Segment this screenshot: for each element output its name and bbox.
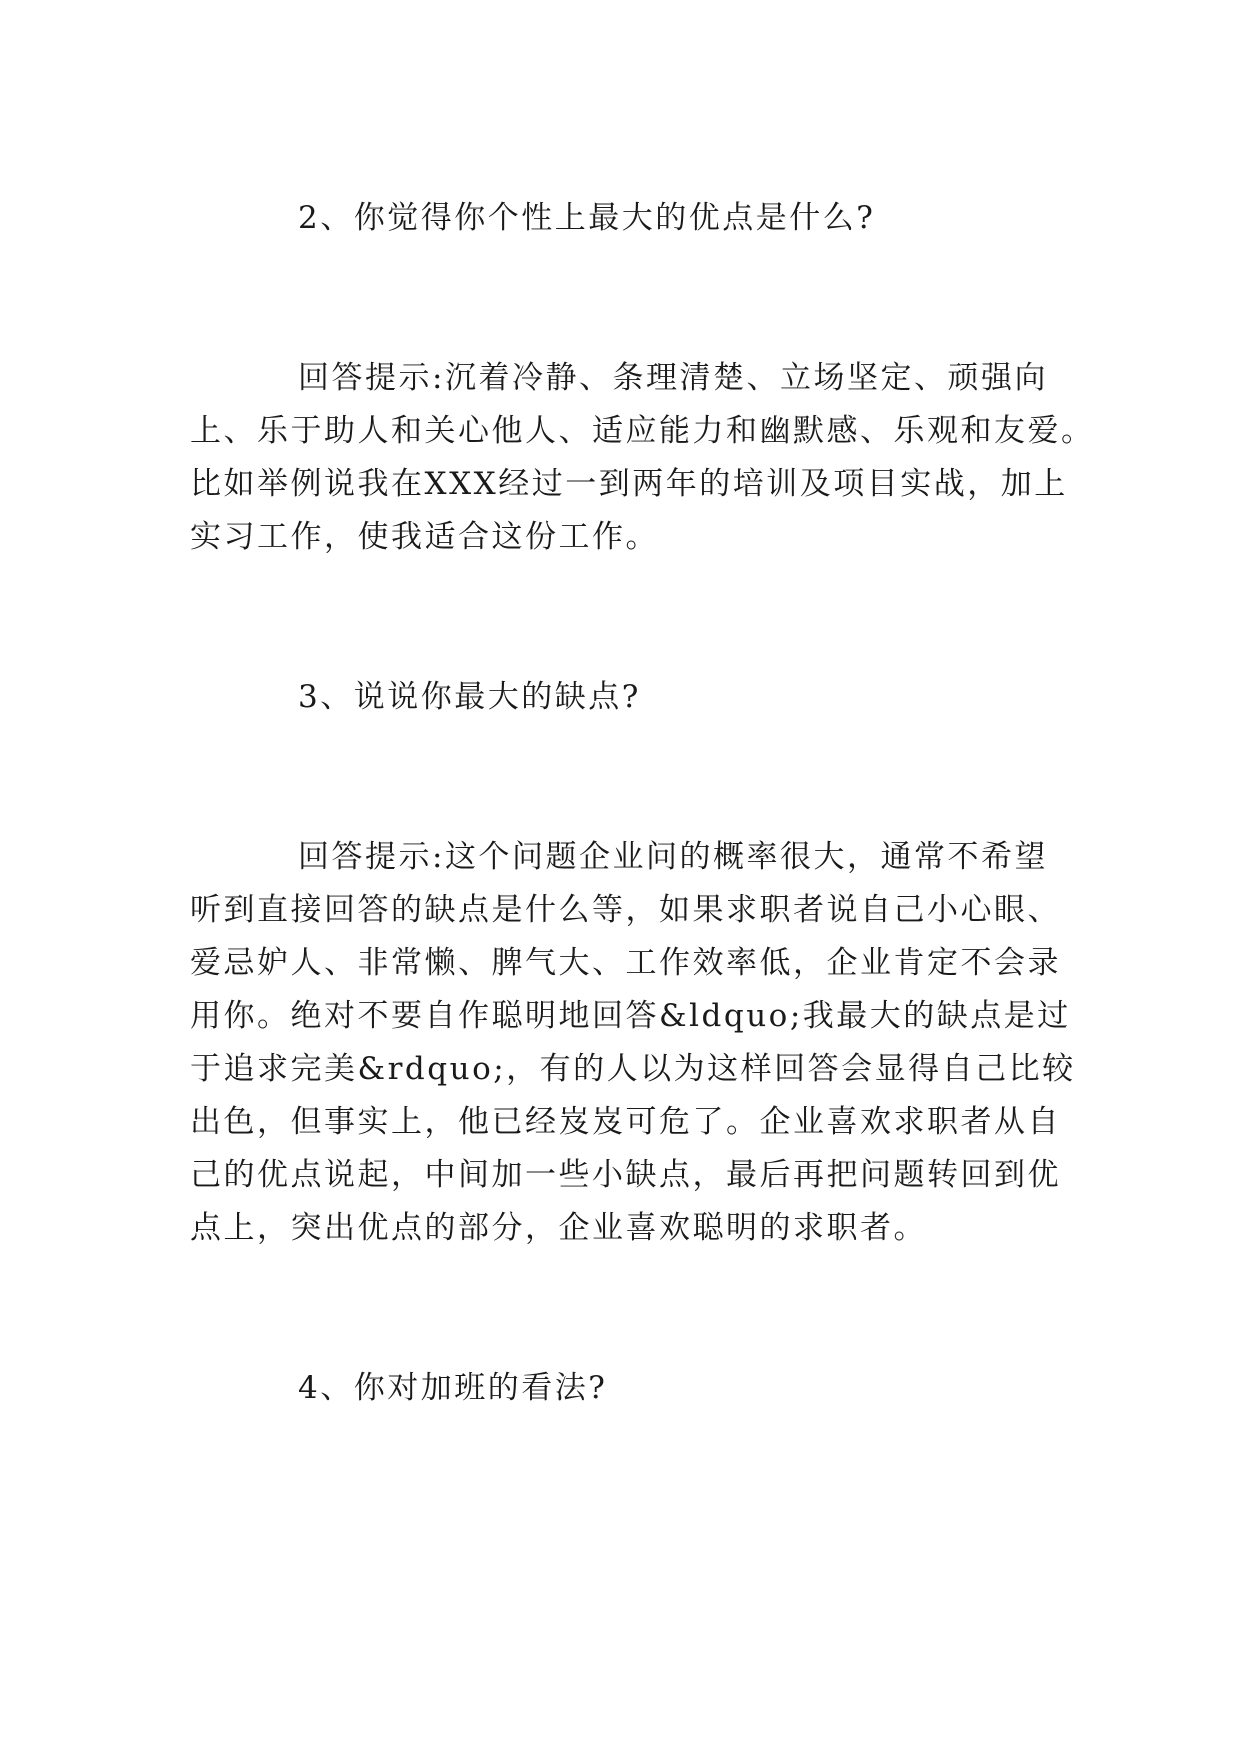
question-4: 4、你对加班的看法? <box>298 1370 608 1406</box>
answer-3-line-4: 用你。绝对不要自作聪明地回答&ldquo;我最大的缺点是过 <box>190 998 1071 1034</box>
answer-2-line-1: 回答提示:沉着冷静、条理清楚、立场坚定、顽强向 <box>298 360 1048 396</box>
answer-3-line-1: 回答提示:这个问题企业问的概率很大，通常不希望 <box>298 839 1048 875</box>
answer-2-line-2: 上、乐于助人和关心他人、适应能力和幽默感、乐观和友爱。 <box>190 413 1095 449</box>
answer-3-line-8: 点上，突出优点的部分，企业喜欢聪明的求职者。 <box>190 1210 927 1246</box>
answer-3-line-5: 于追求完美&rdquo;，有的人以为这样回答会显得自己比较 <box>190 1051 1076 1087</box>
answer-3-line-3: 爱忌妒人、非常懒、脾气大、工作效率低，企业肯定不会录 <box>190 945 1061 981</box>
answer-3-line-2: 听到直接回答的缺点是什么等，如果求职者说自己小心眼、 <box>190 892 1061 928</box>
question-2: 2、你觉得你个性上最大的优点是什么? <box>298 200 876 236</box>
answer-2-line-3: 比如举例说我在XXX经过一到两年的培训及项目实战，加上 <box>190 466 1068 502</box>
answer-3-line-6: 出色，但事实上，他已经岌岌可危了。企业喜欢求职者从自 <box>190 1104 1061 1140</box>
question-3: 3、说说你最大的缺点? <box>298 679 641 715</box>
answer-2-line-4: 实习工作，使我适合这份工作。 <box>190 519 659 555</box>
answer-3-line-7: 己的优点说起，中间加一些小缺点，最后再把问题转回到优 <box>190 1157 1061 1193</box>
